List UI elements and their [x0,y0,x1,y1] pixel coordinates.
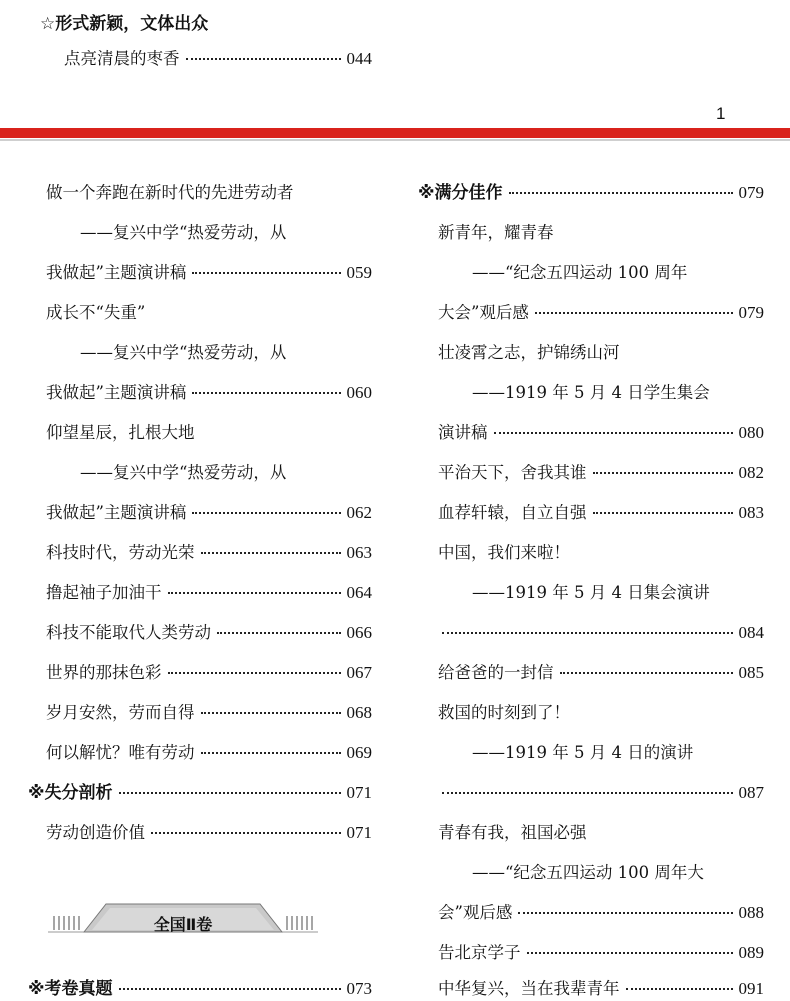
previous-page-fragment [0,0,790,125]
leader-dots [151,832,341,834]
entry-title: 平治天下，舍我其谁 [438,463,587,482]
entry-page: 083 [738,503,764,522]
entry-title: 撸起袖子加油干 [46,583,162,602]
leader-dots [593,472,733,474]
entry-title[interactable]: 壮凌霄之志，护锦绣山河 [438,343,620,362]
section-heading-novel-form: ☆形式新颖，文体出众 [40,14,209,34]
entry-title: 给爸爸的一封信 [438,663,554,682]
entry-title-end: 演讲稿 [438,423,488,442]
leader-dots [527,952,733,954]
section-heading-exam[interactable] [28,977,372,1001]
entry-page: 079 [738,303,764,322]
entry-page: 067 [346,663,372,682]
toc-entry[interactable] [438,661,764,685]
entry-page: 084 [738,623,764,642]
gray-divider [0,139,790,141]
entry-subtitle: ——复兴中学“热爱劳动，从 [80,463,287,482]
toc-entry[interactable] [46,501,372,525]
leader-dots [626,988,733,990]
entry-title: 科技不能取代人类劳动 [46,623,211,642]
leader-dots [560,672,733,674]
section-title: ※考卷真题 [28,979,113,999]
section-page: 073 [346,979,372,998]
toc-entry[interactable] [438,941,764,965]
entry-title: 中华复兴，当在我辈青年 [438,979,620,998]
leader-dots [494,432,733,434]
entry-page: 044 [346,49,372,68]
entry-title[interactable]: 青春有我，祖国必强 [438,823,587,842]
section-title: ※失分剖析 [28,783,113,803]
leader-dots [119,792,341,794]
entry-title: 科技时代，劳动光荣 [46,543,195,562]
toc-entry[interactable] [438,977,764,1001]
leader-dots [509,192,733,194]
entry-page: 091 [738,979,764,998]
entry-title-end: 我做起”主题演讲稿 [46,263,187,282]
leader-dots [442,792,733,794]
leader-dots [186,58,341,60]
entry-subtitle: ——1919 年 5 月 4 日集会演讲 [472,583,710,602]
banner-title: 全国Ⅱ卷 [153,915,213,934]
entry-title: 岁月安然，劳而自得 [46,703,195,722]
entry-page: 080 [738,423,764,442]
entry-subtitle: ——1919 年 5 月 4 日学生集会 [472,383,710,402]
toc-entry[interactable] [46,381,372,405]
leader-dots [201,552,341,554]
entry-page: 062 [346,503,372,522]
toc-entry[interactable] [438,461,764,485]
toc-entry[interactable] [46,581,372,605]
leader-dots [192,272,340,274]
entry-title-end: 大会”观后感 [438,303,529,322]
page-number: 1 [716,104,726,123]
entry-page: 088 [738,903,764,922]
entry-page: 071 [346,823,372,842]
toc-entry[interactable] [46,661,372,685]
entry-subtitle: ——“纪念五四运动 100 周年 [472,263,688,282]
toc-entry[interactable] [46,741,372,765]
section-page: 071 [346,783,372,802]
leader-dots [168,592,341,594]
entry-title[interactable]: 中国，我们来啦！ [438,543,570,562]
entry-page: 060 [346,383,372,402]
leader-dots [192,392,340,394]
entry-page: 089 [738,943,764,962]
toc-entry[interactable] [64,47,372,71]
entry-title: 世界的那抹色彩 [46,663,162,682]
leader-dots [535,312,733,314]
volume-banner [48,898,318,944]
toc-entry[interactable] [442,621,764,645]
entry-page: 064 [346,583,372,602]
leader-dots [442,632,733,634]
leader-dots [593,512,733,514]
entry-title: 何以解忧？唯有劳动 [46,743,195,762]
leader-dots [518,912,732,914]
entry-page: 066 [346,623,372,642]
entry-title-end: 我做起”主题演讲稿 [46,503,187,522]
toc-entry[interactable] [438,901,764,925]
entry-title[interactable]: 救国的时刻到了！ [438,703,570,722]
toc-entry[interactable] [438,501,764,525]
leader-dots [217,632,341,634]
entry-title: 劳动创造价值 [46,823,145,842]
entry-title[interactable]: 成长不“失重” [46,303,146,322]
leader-dots [119,988,341,990]
entry-page: 068 [346,703,372,722]
entry-title[interactable]: 做一个奔跑在新时代的先进劳动者 [46,183,294,202]
red-divider [0,128,790,138]
entry-page: 059 [346,263,372,282]
entry-title: 告北京学子 [438,943,521,962]
entry-subtitle: ——复兴中学“热爱劳动，从 [80,223,287,242]
toc-entry[interactable] [438,301,764,325]
toc-entry[interactable] [46,621,372,645]
entry-page: 085 [738,663,764,682]
entry-title[interactable]: 新青年，耀青春 [438,223,554,242]
toc-entry[interactable] [442,781,764,805]
leader-dots [201,752,341,754]
leader-dots [192,512,340,514]
entry-title[interactable]: 仰望星辰，扎根大地 [46,423,195,442]
entry-title-end: 会”观后感 [438,903,513,922]
entry-subtitle: ——“纪念五四运动 100 周年大 [472,863,704,882]
toc-entry[interactable] [46,701,372,725]
section-title: ※满分佳作 [418,183,503,203]
entry-title: 血荐轩辕，自立自强 [438,503,587,522]
section-page: 079 [738,183,764,202]
entry-subtitle: ——1919 年 5 月 4 日的演讲 [472,743,694,762]
entry-subtitle: ——复兴中学“热爱劳动，从 [80,343,287,362]
toc-entry[interactable] [46,821,372,845]
toc-entry[interactable] [46,541,372,565]
entry-title-end: 我做起”主题演讲稿 [46,383,187,402]
toc-entry[interactable] [438,421,764,445]
section-heading-loss-analysis[interactable] [28,781,372,805]
entry-page: 087 [738,783,764,802]
entry-page: 082 [738,463,764,482]
entry-title: 点亮清晨的枣香 [64,49,180,68]
leader-dots [201,712,341,714]
entry-page: 069 [346,743,372,762]
leader-dots [168,672,341,674]
toc-entry[interactable] [46,261,372,285]
section-heading-full-marks[interactable] [418,181,764,205]
entry-page: 063 [346,543,372,562]
